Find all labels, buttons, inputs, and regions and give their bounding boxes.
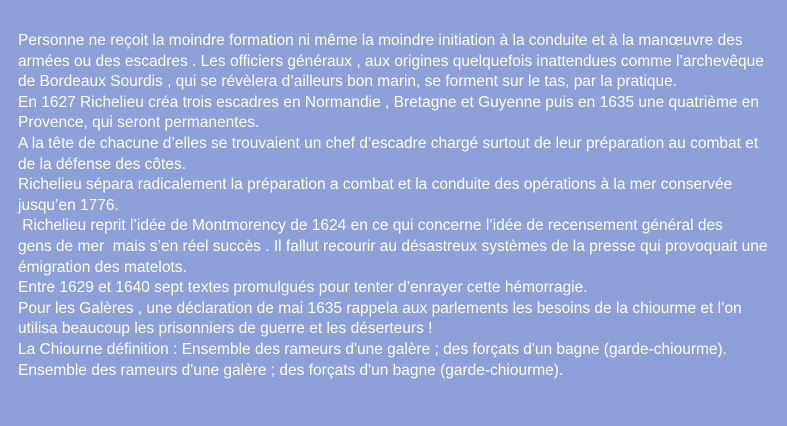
- text-line: Ensemble des rameurs d'une galère ; des forçats d'un bagne (garde-chiourme).: [18, 361, 564, 379]
- slide-text-block: [18, 31, 777, 381]
- text-line: Entre 1629 et 1640 sept textes promulgués pour tenter d’enrayer cette hémorragie.: [18, 279, 588, 297]
- text-line: jusqu’en 1776.: [18, 196, 119, 214]
- text-line: La Chiourne définition : Ensemble des rameurs d'une galère ; des forçats d'un bagne (garde-chiourme).: [18, 340, 727, 358]
- text-line: gens de mer mais s’en réel succès . Il fallut recourir au désastreux systèmes de la presse qui provoquait une: [18, 237, 768, 255]
- text-line: de Bordeaux Sourdis , qui se révèlera d’ailleurs bon marin, se forment sur le tas, par la pratique.: [18, 73, 678, 91]
- text-line: A la tête de chacune d’elles se trouvaient un chef d’escadre chargé surtout de leur préparation au combat et: [18, 134, 759, 152]
- text-line: Provence, qui seront permanentes.: [18, 114, 260, 132]
- text-line: utilisa beaucoup les prisonniers de guerre et les déserteurs !: [18, 320, 433, 338]
- text-line: Pour les Galères , une déclaration de mai 1635 rappela aux parlements les besoins de la chiourme et l’on: [18, 299, 742, 317]
- text-line: armées ou des escadres . Les officiers généraux , aux origines quelquefois inattendues comme l’archevêque: [18, 52, 764, 70]
- text-line: émigration des matelots.: [18, 258, 187, 276]
- text-line: Personne ne reçoit la moindre formation ni même la moindre initiation à la conduite et à la manœuvre des: [18, 32, 743, 49]
- text-line: Richelieu sépara radicalement la préparation a combat et la conduite des opérations à la mer conservée: [18, 176, 733, 194]
- text-line: de la défense des côtes.: [18, 155, 187, 173]
- text-line: Richelieu reprit l’idée de Montmorency de 1624 en ce qui concerne l’idée de recensement général des: [18, 217, 723, 235]
- text-line: En 1627 Richelieu créa trois escadres en Normandie , Bretagne et Guyenne puis en 1635 une quatrième en: [18, 93, 760, 111]
